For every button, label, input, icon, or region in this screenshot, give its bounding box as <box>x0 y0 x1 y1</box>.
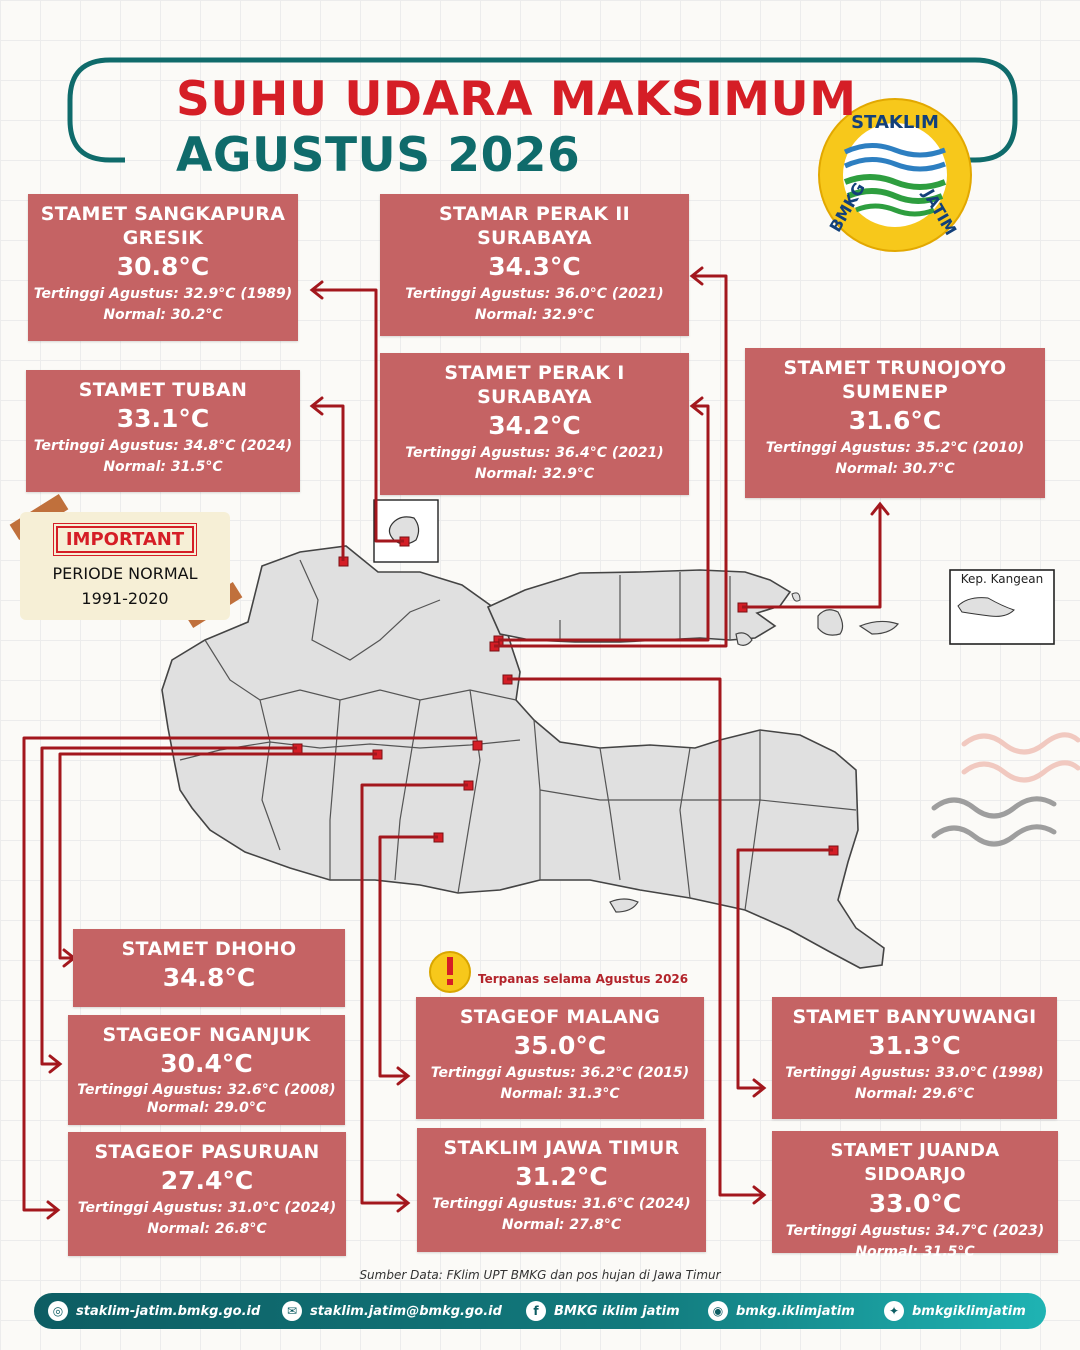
station-card-staklim <box>417 1128 706 1252</box>
station-temp: 31.6°C <box>848 406 942 435</box>
station-record: Tertinggi Agustus: 33.0°C (1998) <box>785 1065 1044 1081</box>
warning-icon <box>430 952 470 992</box>
station-name: STAMET SANGKAPURA <box>40 203 286 225</box>
station-record: Tertinggi Agustus: 31.6°C (2024) <box>432 1196 691 1212</box>
small-island <box>818 610 843 635</box>
footer-email[interactable] <box>282 1293 502 1329</box>
station-name: STAMET TRUNOJOYO <box>783 357 1007 379</box>
station-record: Tertinggi Agustus: 32.9°C (1989) <box>33 286 293 302</box>
station-normal: Normal: 30.7°C <box>835 461 955 477</box>
logo-text-top: STAKLIM <box>851 112 939 133</box>
small-island <box>860 621 898 634</box>
kangean-label: Kep. Kangean <box>960 572 1044 586</box>
station-normal: Normal: 31.3°C <box>500 1086 620 1102</box>
station-temp: 30.4°C <box>160 1049 253 1078</box>
decorative-waves <box>934 735 1078 844</box>
station-name: STAMET BANYUWANGI <box>792 1006 1037 1028</box>
logo-text-right: JATIM <box>919 185 961 239</box>
instagram-icon: ◉ <box>708 1301 728 1321</box>
station-normal: Normal: 31.5°C <box>103 459 223 475</box>
station-temp: 34.8°C <box>162 963 256 992</box>
footer-email-text: staklim.jatim@bmkg.go.id <box>310 1303 502 1319</box>
station-temp: 34.3°C <box>488 252 581 281</box>
station-normal: Normal: 29.6°C <box>854 1086 975 1102</box>
station-name: STAGEOF NGANJUK <box>102 1024 311 1046</box>
station-card-banyuwangi <box>772 997 1057 1119</box>
station-record: Tertinggi Agustus: 35.2°C (2010) <box>765 440 1025 456</box>
station-name: STAMET DHOHO <box>121 938 297 960</box>
page-title: SUHU UDARA MAKSIMUM <box>176 72 857 127</box>
station-normal: Normal: 29.0°C <box>146 1100 267 1116</box>
station-location: SUMENEP <box>842 381 948 403</box>
station-card-sumenep <box>745 348 1045 498</box>
station-temp: 33.1°C <box>116 404 210 433</box>
station-temp: 31.2°C <box>515 1162 608 1191</box>
station-location: SURABAYA <box>477 227 592 249</box>
station-card-juanda <box>772 1131 1058 1260</box>
footer-website-text: staklim-jatim.bmkg.go.id <box>76 1303 261 1319</box>
footer-instagram-text: bmkg.iklimjatim <box>736 1303 855 1319</box>
footer-facebook[interactable] <box>526 1293 680 1329</box>
station-card-nganjuk <box>68 1015 345 1125</box>
logo-text-left: BMKG <box>825 179 869 236</box>
footer-facebook-text: BMKG iklim jatim <box>554 1303 680 1319</box>
station-normal: Normal: 32.9°C <box>474 466 595 482</box>
twitter-icon: ✦ <box>884 1301 904 1321</box>
hottest-label: Terpanas selama Agustus 2026 <box>478 972 689 986</box>
station-temp: 33.0°C <box>868 1189 962 1218</box>
station-name: STAMET TUBAN <box>78 379 248 401</box>
station-normal: Normal: 26.8°C <box>147 1221 267 1237</box>
data-source: Sumber Data: FKlim UPT BMKG dan pos hujan di Jawa Timur <box>359 1268 721 1282</box>
station-card-tuban <box>26 370 300 492</box>
mail-icon: ✉ <box>282 1301 302 1321</box>
small-island <box>610 899 638 912</box>
station-record: Tertinggi Agustus: 34.7°C (2023) <box>785 1223 1045 1239</box>
station-location: GRESIK <box>122 227 204 249</box>
station-name: STAMET PERAK I <box>444 362 625 384</box>
station-record: Tertinggi Agustus: 31.0°C (2024) <box>77 1200 337 1216</box>
normal-period-years: 1991-2020 <box>81 589 169 608</box>
station-card-perak1 <box>380 353 689 495</box>
normal-period-label: PERIODE NORMAL <box>52 564 198 583</box>
station-record: Tertinggi Agustus: 32.6°C (2008) <box>77 1082 336 1098</box>
footer-instagram[interactable] <box>708 1293 855 1329</box>
globe-icon: ◎ <box>48 1301 68 1321</box>
station-name: STAGEOF PASURUAN <box>94 1141 320 1163</box>
station-record: Tertinggi Agustus: 36.0°C (2021) <box>405 286 664 302</box>
station-temp: 31.3°C <box>868 1031 961 1060</box>
important-badge: IMPORTANT <box>56 526 194 553</box>
facebook-icon: f <box>526 1301 546 1321</box>
station-card-perak2 <box>380 194 689 336</box>
footer-twitter[interactable] <box>884 1293 1026 1329</box>
footer-twitter-text: bmkgiklimjatim <box>912 1303 1026 1319</box>
page-subtitle: AGUSTUS 2026 <box>176 128 581 183</box>
station-temp: 27.4°C <box>160 1166 254 1195</box>
station-normal: Normal: 27.8°C <box>501 1217 622 1233</box>
station-card-malang <box>416 997 704 1119</box>
station-normal: Normal: 32.9°C <box>474 307 595 323</box>
small-island <box>792 593 800 601</box>
station-card-pasuruan <box>68 1132 346 1256</box>
station-temp: 35.0°C <box>513 1031 607 1060</box>
station-name: STAKLIM JAWA TIMUR <box>443 1137 680 1159</box>
station-record: Tertinggi Agustus: 36.4°C (2021) <box>405 445 664 461</box>
footer-bar <box>34 1293 1046 1329</box>
station-temp: 34.2°C <box>488 411 581 440</box>
important-note <box>20 512 230 620</box>
station-name: STAMAR PERAK II <box>439 203 630 225</box>
marker-pasuruan <box>473 741 482 750</box>
station-normal: Normal: 31.5°C <box>855 1244 975 1260</box>
station-record: Tertinggi Agustus: 36.2°C (2015) <box>430 1065 690 1081</box>
station-temp: 30.8°C <box>116 252 210 281</box>
station-normal: Normal: 30.2°C <box>103 307 223 323</box>
station-name: STAGEOF MALANG <box>459 1006 661 1028</box>
station-record: Tertinggi Agustus: 34.8°C (2024) <box>33 438 293 454</box>
footer-website[interactable] <box>48 1293 260 1329</box>
station-card-sangkapura <box>28 194 298 341</box>
station-card-dhoho <box>73 929 345 1007</box>
station-name: STAMET JUANDA SIDOARJO <box>830 1140 1000 1185</box>
station-location: SURABAYA <box>477 386 592 408</box>
